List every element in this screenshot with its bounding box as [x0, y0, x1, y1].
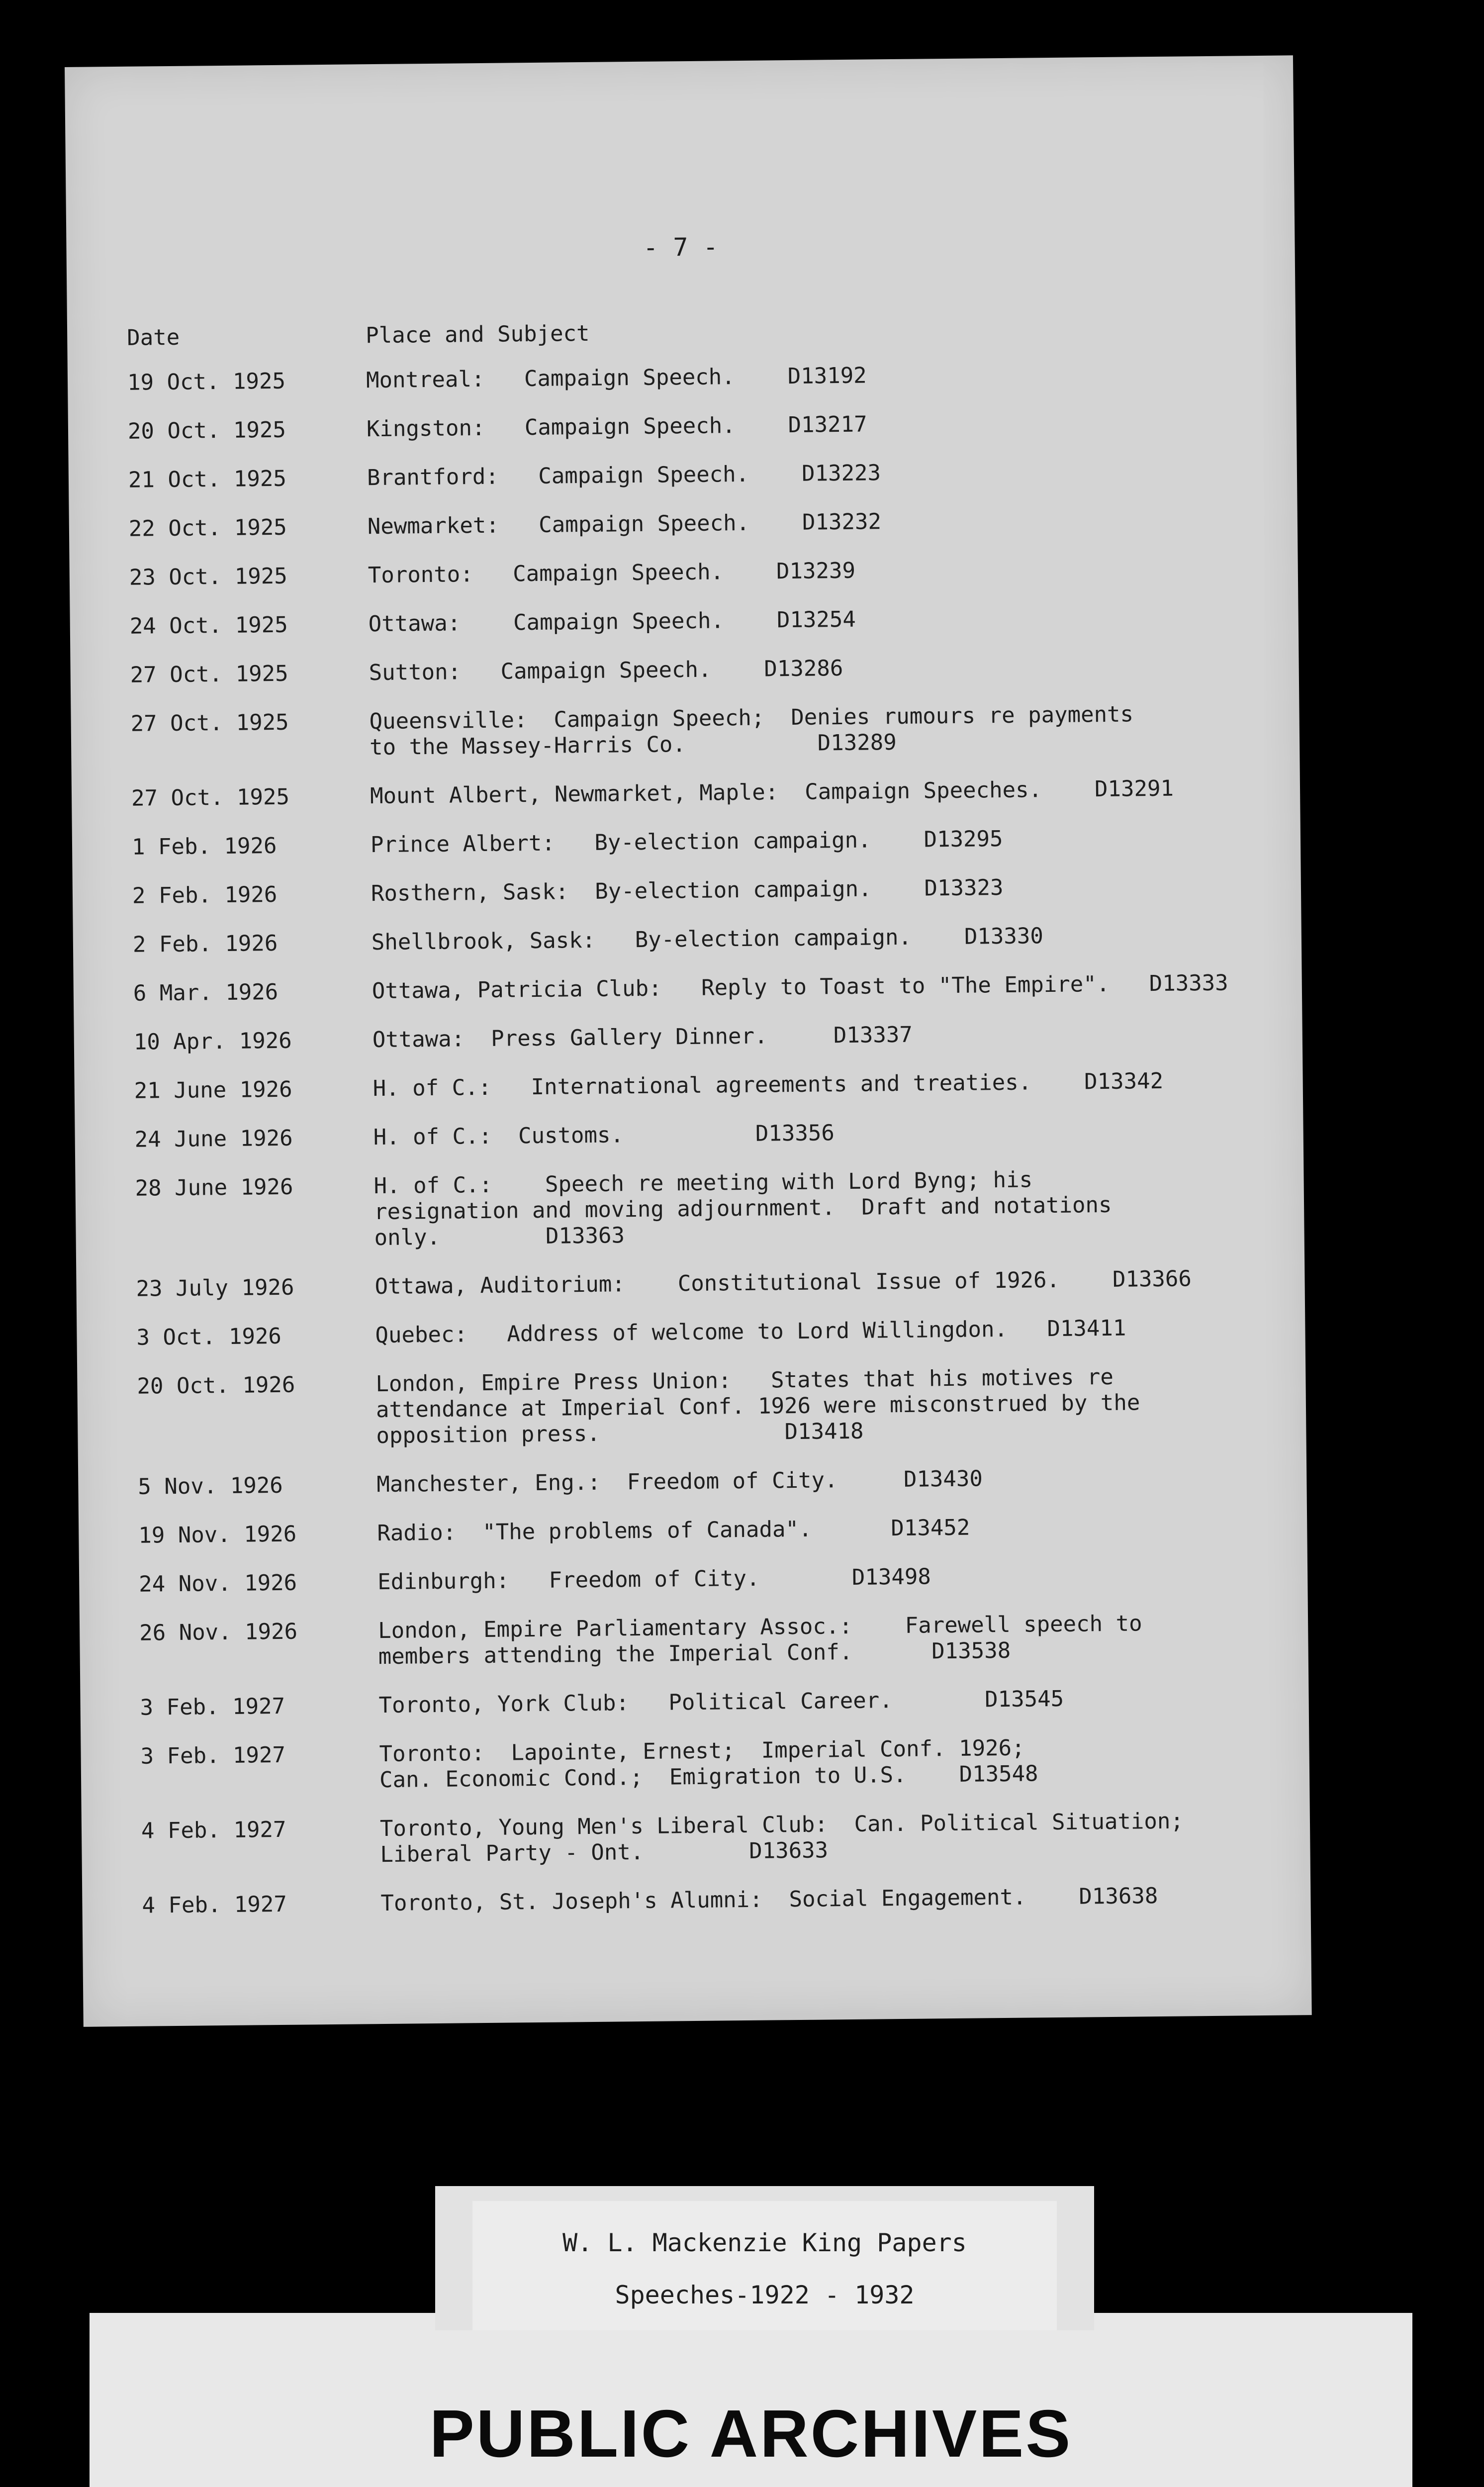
speech-entry — [138, 1512, 1282, 1549]
collection-label-card — [435, 2186, 1094, 2330]
collection-label-inner — [472, 2201, 1057, 2330]
entry-date: 3 Oct. 1926 — [136, 1323, 282, 1350]
entry-date: 22 Oct. 1925 — [128, 514, 287, 542]
speech-entry — [129, 505, 1273, 542]
entry-date: 6 Mar. 1926 — [133, 979, 278, 1006]
entry-date: 24 June 1926 — [134, 1125, 293, 1152]
entry-date: 27 Oct. 1925 — [131, 784, 290, 811]
entry-subject: Toronto, St. Joseph's Alumni: Social Engagement. D13638 — [380, 1883, 1158, 1916]
speech-entry — [127, 359, 1271, 396]
entry-date: 21 June 1926 — [134, 1076, 292, 1104]
speech-entry — [134, 1067, 1278, 1104]
entry-subject: Newmarket: Campaign Speech. D13232 — [367, 509, 882, 540]
entry-subject: Shellbrook, Sask: By-election campaign. D13330 — [371, 923, 1044, 956]
entry-subject: Toronto, Young Men's Liberal Club: Can. Political Situation; Liberal Party - Ont. D13633 — [379, 1808, 1184, 1868]
entry-subject: Ottawa: Press Gallery Dinner. D13337 — [372, 1022, 913, 1053]
document-page — [65, 55, 1312, 2027]
collection-name: W. L. Mackenzie King Papers — [562, 2228, 967, 2257]
entry-date: 23 Oct. 1925 — [129, 563, 287, 590]
speech-entry — [130, 700, 1275, 763]
stamp-public-archives: PUBLIC ARCHIVES — [429, 2396, 1073, 2471]
entry-date: 24 Nov. 1926 — [139, 1570, 297, 1597]
entry-subject: Toronto, York Club: Political Career. D13545 — [378, 1686, 1064, 1719]
speech-entry — [140, 1733, 1285, 1796]
collection-series: Speeches-1922 - 1932 — [615, 2281, 915, 2309]
entry-subject: Ottawa, Auditorium: Constitutional Issue of 1926. D13366 — [374, 1266, 1192, 1300]
entry-date: 2 Feb. 1926 — [132, 881, 278, 909]
speech-entry — [130, 603, 1274, 640]
entry-subject: Toronto: Campaign Speech. D13239 — [368, 558, 856, 588]
entry-date: 20 Oct. 1926 — [137, 1372, 295, 1399]
entry-date: 19 Oct. 1925 — [127, 368, 286, 395]
entry-subject: London, Empire Press Union: States that his motives re attendance at Imperial Conf. 1926 were misconstrued by the opposition press. D13418 — [375, 1364, 1140, 1449]
entry-date: 27 Oct. 1925 — [130, 661, 288, 688]
entry-subject: Manchester, Eng.: Freedom of City. D13430 — [376, 1466, 983, 1498]
date-column-header: Date — [126, 324, 180, 351]
entry-date: 28 June 1926 — [135, 1174, 293, 1201]
entry-date: 19 Nov. 1926 — [138, 1521, 297, 1548]
speech-entry — [139, 1561, 1283, 1598]
speech-entry — [130, 652, 1274, 688]
speech-entry — [137, 1363, 1281, 1451]
speech-entry — [132, 872, 1276, 909]
archives-stamp-card — [90, 2313, 1412, 2487]
entry-subject: Montreal: Campaign Speech. D13192 — [366, 363, 867, 393]
speech-entry — [135, 1165, 1279, 1253]
entry-date: 27 Oct. 1925 — [130, 709, 289, 737]
speech-entry — [136, 1314, 1280, 1351]
entry-subject: Radio: "The problems of Canada". D13452 — [377, 1515, 970, 1546]
speech-entry — [133, 921, 1277, 958]
place-subject-column-header: Place and Subject — [365, 320, 590, 349]
entry-subject: Ottawa, Patricia Club: Reply to Toast to "The Empire". D13333 — [371, 970, 1228, 1004]
entry-date: 3 Feb. 1927 — [140, 1742, 286, 1769]
entry-date: 4 Feb. 1927 — [142, 1891, 287, 1918]
entry-subject: Quebec: Address of welcome to Lord Willingdon. D13411 — [375, 1315, 1126, 1348]
speech-entry — [139, 1610, 1284, 1672]
entry-date: 20 Oct. 1925 — [127, 417, 286, 444]
speech-entry — [142, 1882, 1286, 1919]
speech-entry — [131, 775, 1275, 812]
speech-entry — [133, 970, 1277, 1007]
entry-date: 2 Feb. 1926 — [132, 930, 278, 957]
entry-subject: Kingston: Campaign Speech. D13217 — [366, 411, 867, 442]
entry-date: 3 Feb. 1927 — [140, 1693, 285, 1721]
entry-subject: Prince Albert: By-election campaign. D13295 — [370, 826, 1003, 858]
entry-subject: Ottawa: Campaign Speech. D13254 — [368, 606, 856, 637]
entry-date: 1 Feb. 1926 — [131, 833, 277, 860]
entry-subject: H. of C.: Speech re meeting with Lord Byng; his resignation and moving adjournment. Draft and notations only. D13363 — [373, 1167, 1112, 1251]
entry-date: 26 Nov. 1926 — [139, 1619, 298, 1646]
page-number: - 7 - — [643, 232, 719, 262]
entry-subject: Mount Albert, Newmarket, Maple: Campaign Speeches. D13291 — [370, 775, 1174, 809]
entry-date: 5 Nov. 1926 — [138, 1472, 283, 1500]
speech-entry — [134, 1019, 1278, 1055]
entry-date: 10 Apr. 1926 — [133, 1028, 292, 1055]
entry-subject: Queensville: Campaign Speech; Denies rumours re payments to the Massey-Harris Co. D13289 — [369, 701, 1134, 761]
entry-subject: H. of C.: Customs. D13356 — [373, 1120, 835, 1150]
entry-subject: Rosthern, Sask: By-election campaign. D13323 — [371, 874, 1004, 907]
speech-entry — [129, 554, 1273, 591]
speech-entry — [141, 1808, 1286, 1870]
speech-entry — [128, 408, 1272, 445]
entry-subject: Edinburgh: Freedom of City. D13498 — [377, 1564, 931, 1595]
speech-entry — [140, 1684, 1284, 1721]
speech-entry — [132, 824, 1276, 861]
entry-subject: Sutton: Campaign Speech. D13286 — [369, 656, 843, 686]
speech-entries-list — [127, 359, 1286, 1942]
entry-subject: Brantford: Campaign Speech. D13223 — [367, 460, 881, 491]
entry-subject: Toronto: Lapointe, Ernest; Imperial Conf. 1926; Can. Economic Cond.; Emigration to U.S. D13548 — [379, 1735, 1038, 1793]
entry-date: 4 Feb. 1927 — [141, 1817, 286, 1844]
speech-entry — [138, 1463, 1282, 1500]
entry-subject: H. of C.: International agreements and treaties. D13342 — [372, 1068, 1164, 1102]
entry-date: 21 Oct. 1925 — [128, 466, 287, 493]
speech-entry — [134, 1116, 1278, 1153]
speech-entry — [136, 1265, 1280, 1302]
entry-subject: London, Empire Parliamentary Assoc.: Farewell speech to members attending the Imperial Conf. D13538 — [377, 1611, 1142, 1670]
entry-date: 23 July 1926 — [136, 1274, 294, 1302]
entry-date: 24 Oct. 1925 — [129, 612, 288, 639]
speech-entry — [128, 457, 1272, 493]
